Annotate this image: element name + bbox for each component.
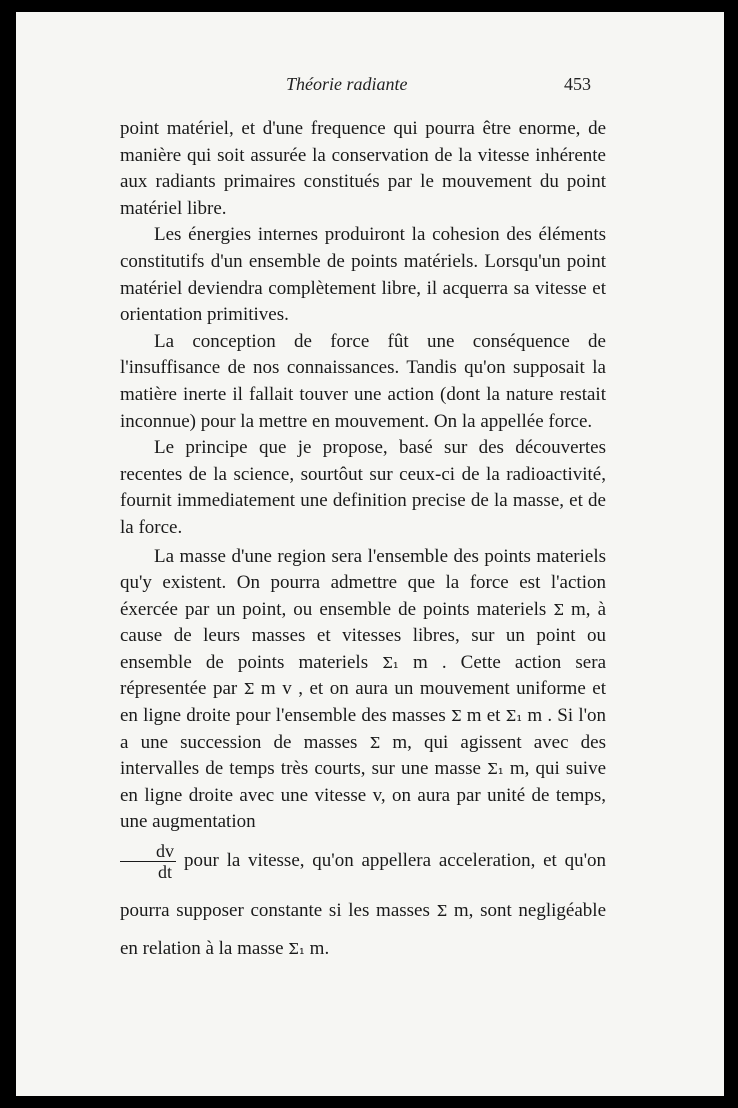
fraction-numerator: dv xyxy=(120,841,176,862)
text-segment: m . Si l'on a une succession de masses xyxy=(120,705,607,753)
text-segment: m, qui suive en ligne droite avec une vitesse v, on aura par unité de temps, une augmentation xyxy=(120,758,607,833)
text-segment: m, qui agissent avec des intervalles de temps très courts, sur une masse xyxy=(120,731,607,780)
sigma-symbol: Σ xyxy=(243,680,255,699)
text-segment: pour la vitesse, qu'on appellera acceleration, et qu'on pourra supposer constante si les masses xyxy=(120,850,606,922)
fraction-denominator: dt xyxy=(157,862,172,883)
text-segment: m v , et on aura un mouvement uniforme et en ligne droite pour l'ensemble des masses xyxy=(120,678,606,727)
text-segment: m et xyxy=(466,705,501,727)
text-segment: m. xyxy=(309,938,330,960)
page-body xyxy=(120,116,606,963)
sigma-one-symbol: Σ₁ xyxy=(505,707,523,726)
sigma-symbol: Σ xyxy=(369,733,381,752)
text-segment: m . Cette action sera répresentée par xyxy=(120,651,606,700)
paragraph-1: point matériel, et d'une frequence qui pourra être enorme, de manière qui soit assurée la conservation de la vitesse inhérente aux radiants primaires constitués par le mouvement du point matériel libre. xyxy=(120,118,606,219)
page-number: 453 xyxy=(564,74,591,94)
sigma-one-symbol: Σ₁ xyxy=(487,760,504,779)
book-page xyxy=(16,12,724,1096)
paragraph-3: La conception de force fût une conséquence de l'insuffisance de nos connaissances. Tandis qu'on supposait la matière inerte il fallait touver une action (dont la nature restait inconnue) pour la mettre en mouvement. On la appellée force. xyxy=(120,330,606,432)
text-segment: La masse d'une region sera l'ensemble des points materiels qu'y existent. On pourra admettre que la force est l'action éxercée par un point, ou ensemble de points materiels xyxy=(120,545,606,620)
text-segment: m, à cause de leurs masses et vitesses libres, sur un point ou ensemble de points materiels xyxy=(120,598,607,673)
sigma-symbol: Σ xyxy=(436,902,448,921)
page-header xyxy=(16,74,724,104)
paragraph-4: Le principe que je propose, basé sur des découvertes recentes de la science, sourtôut sur ceux-ci de la radioactivité, fournit immediatement une definition precise de la masse, et de la force. xyxy=(120,437,606,538)
sigma-one-symbol: Σ₁ xyxy=(288,940,305,959)
sigma-symbol: Σ xyxy=(450,707,462,726)
running-title: Théorie radiante xyxy=(286,74,408,94)
paragraph-2: Les énergies internes produiront la cohesion des éléments constitutifs d'un ensemble de points matériels. Lorsqu'un point matériel deviendra complètement libre, il acquerra sa vitesse et orientation primitives. xyxy=(120,224,606,326)
fraction-dv-dt xyxy=(120,841,176,882)
sigma-symbol: Σ xyxy=(553,600,564,619)
text-segment: m, sont negligéable en relation à la masse xyxy=(120,900,607,960)
sigma-one-symbol: Σ₁ xyxy=(382,653,399,672)
paragraph-5 xyxy=(120,544,606,963)
